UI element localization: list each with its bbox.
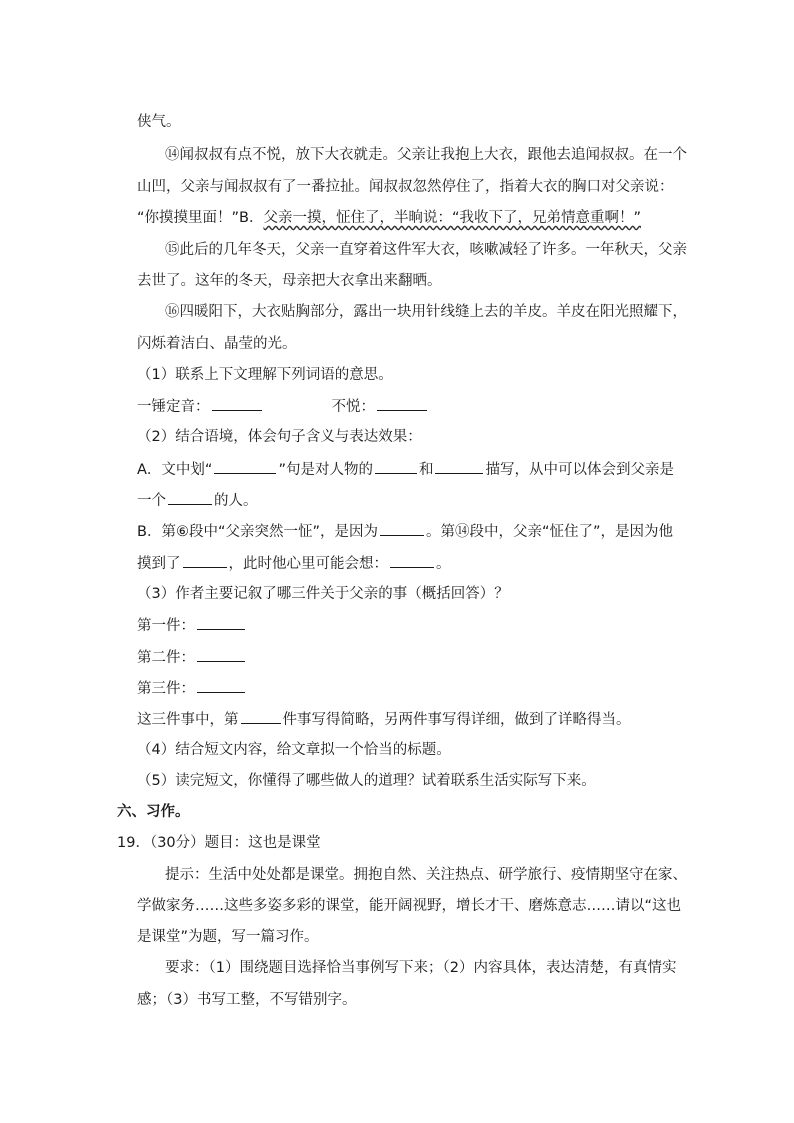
answer-blank[interactable] xyxy=(197,615,245,630)
q3-text: 这三件事中，第 xyxy=(137,712,239,728)
paragraph-16-line-2: 闪烁着洁白、晶莹的光。 xyxy=(137,336,297,352)
question-1: （1）联系上下文理解下列词语的意思。 xyxy=(137,367,393,383)
section-heading: 六、习作。 xyxy=(117,804,190,820)
question-3-item-2 xyxy=(0,647,794,668)
question-2b-line-2 xyxy=(0,553,794,574)
question-3-summary xyxy=(0,709,794,730)
q3-label: 第一件： xyxy=(137,618,195,634)
paragraph-14-quote: “你摸摸里面！”B． xyxy=(137,210,264,226)
question-1-items xyxy=(0,396,794,417)
answer-blank[interactable] xyxy=(380,521,424,536)
q2b-text: B．第⑥段中“父亲突然一怔”，是因为 xyxy=(137,524,378,540)
question-5: （5）读完短文，你懂得了哪些做人的道理？试着联系生活实际写下来。 xyxy=(137,773,596,789)
hint-line-2: 学做家务……这些多姿多彩的课堂，能开阔视野，增长才干、磨炼意志……请以“这也 xyxy=(137,898,682,914)
requirements-line-2: 感；（3）书写工整，不写错别字。 xyxy=(137,992,357,1008)
answer-blank[interactable] xyxy=(214,459,276,474)
question-2a-line-1 xyxy=(0,459,794,480)
q2b-text: 。 xyxy=(436,556,451,572)
q2b-text: 。第⑭段中，父亲“怔住了”，是因为他 xyxy=(425,524,674,540)
question-2a-line-2 xyxy=(0,490,794,511)
q2b-text: ，此时他心里可能会想： xyxy=(228,556,388,572)
question-19: 19．（30分）题目：这也是课堂 xyxy=(117,835,321,851)
paragraph-16-line-1: ⑯四暖阳下，大衣贴胸部分，露出一块用针线缝上去的羊皮。羊皮在阳光照耀下， xyxy=(165,304,687,320)
question-3: （3）作者主要记叙了哪三件关于父亲的事（概括回答）？ xyxy=(137,586,509,602)
question-2b-line-1 xyxy=(0,521,794,542)
q2b-text: 摸到了 xyxy=(137,556,181,572)
answer-blank[interactable] xyxy=(435,459,483,474)
answer-blank[interactable] xyxy=(241,709,281,724)
q1-term-2: 不悦： xyxy=(331,399,375,415)
q1-term-1: 一锤定音： xyxy=(137,399,210,415)
question-2: （2）结合语境，体会句子含义与表达效果： xyxy=(137,429,422,445)
answer-blank[interactable] xyxy=(377,396,427,411)
q2a-text: 的人。 xyxy=(214,493,258,509)
paragraph-15-line-2: 去世了。这年的冬天，母亲把大衣拿出来翻晒。 xyxy=(137,273,442,289)
answer-blank[interactable] xyxy=(197,647,245,662)
paragraph-14-line-3 xyxy=(0,208,794,228)
q2a-text: A．文中划“ xyxy=(137,462,213,478)
paragraph-line: 侠气。 xyxy=(137,114,181,130)
answer-blank[interactable] xyxy=(168,490,212,505)
question-4: （4）结合短文内容，给文章拟一个恰当的标题。 xyxy=(137,742,451,758)
q2a-text: ”句是对人物的 xyxy=(278,462,373,478)
answer-blank[interactable] xyxy=(375,459,417,474)
requirements-line-1: 要求：（1）围绕题目选择恰当事例写下来；（2）内容具体，表达清楚，有真情实 xyxy=(165,960,677,976)
q3-label: 第二件： xyxy=(137,650,195,666)
answer-blank[interactable] xyxy=(212,396,262,411)
q2a-text: 描写，从中可以体会到父亲是 xyxy=(485,462,674,478)
answer-blank[interactable] xyxy=(183,553,227,568)
answer-blank[interactable] xyxy=(390,553,434,568)
paragraph-14-line-2: 山凹，父亲与闻叔叔有了一番拉扯。闻叔叔忽然停住了，指着大衣的胸口对父亲说： xyxy=(137,179,674,195)
q2a-text: 一个 xyxy=(137,493,166,509)
q2a-text: 和 xyxy=(418,462,434,478)
marked-sentence-b: 父亲一摸，怔住了，半晌说：“我收下了，兄弟情意重啊！” xyxy=(263,210,642,226)
paragraph-15-line-1: ⑮此后的几年冬天，父亲一直穿着这件军大衣，咳嗽减轻了许多。一年秋天，父亲 xyxy=(165,242,687,258)
question-3-item-1 xyxy=(0,615,794,636)
hint-line-3: 是课堂”为题，写一篇习作。 xyxy=(137,929,319,945)
hint-line-1: 提示：生活中处处都是课堂。拥抱自然、关注热点、研学旅行、疫情期坚守在家、 xyxy=(165,867,687,883)
q3-text: 件事写得简略，另两件事写得详细，做到了详略得当。 xyxy=(282,712,631,728)
q3-label: 第三件： xyxy=(137,681,195,697)
paragraph-14-line-1: ⑭闻叔叔有点不悦，放下大衣就走。父亲让我抱上大衣，跟他去追闻叔叔。在一个 xyxy=(165,147,687,163)
answer-blank[interactable] xyxy=(197,678,245,693)
question-3-item-3 xyxy=(0,678,794,699)
